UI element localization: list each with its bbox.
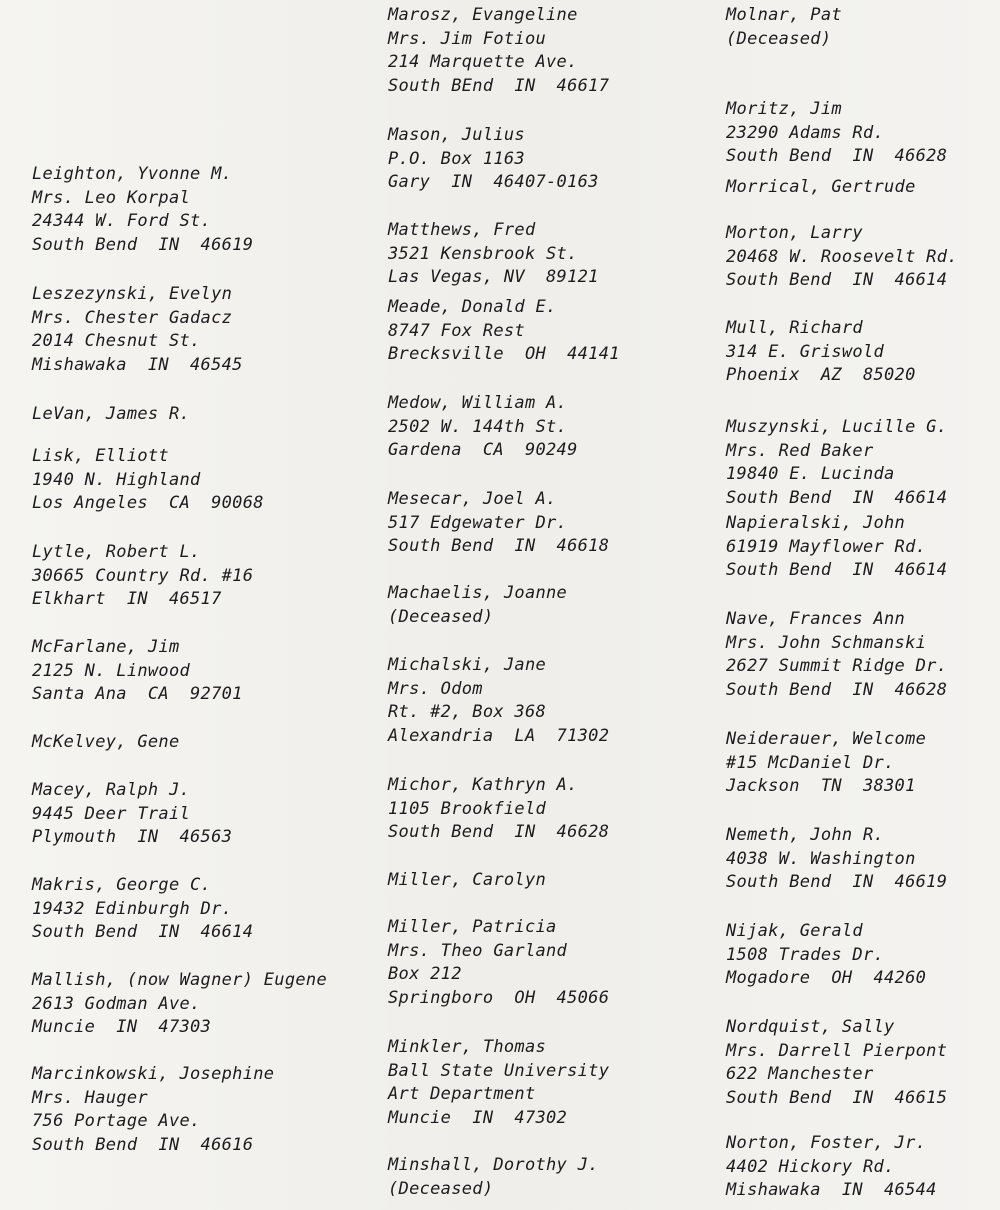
entry-line: P.O. Box 1163 bbox=[388, 148, 525, 169]
entry-name: McFarlane, Jim bbox=[32, 637, 180, 657]
entry-line: Mrs. Red Baker bbox=[726, 440, 874, 461]
entry-line: 1105 Brookfield bbox=[388, 798, 547, 819]
entry-line: Gardena CA 90249 bbox=[388, 440, 578, 461]
entry-line: 622 Manchester bbox=[726, 1064, 874, 1085]
directory-entry bbox=[388, 488, 609, 559]
entry-name: Nemeth, John R. bbox=[726, 825, 885, 845]
entry-name: Lytle, Robert L. bbox=[32, 542, 201, 562]
entry-line: 24344 W. Ford St. bbox=[32, 211, 212, 232]
entry-name: Mull, Richard bbox=[726, 318, 863, 338]
entry-line: Mrs. Jim Fotiou bbox=[388, 28, 547, 49]
entry-line: South Bend IN 46616 bbox=[32, 1135, 254, 1156]
entry-line: South Bend IN 46618 bbox=[388, 536, 610, 557]
entry-line: #15 McDaniel Dr. bbox=[726, 752, 895, 773]
entry-name: Miller, Carolyn bbox=[388, 870, 547, 890]
entry-name: Nave, Frances Ann bbox=[726, 609, 906, 629]
directory-entry bbox=[726, 920, 926, 991]
directory-entry bbox=[388, 1154, 599, 1201]
directory-entry bbox=[32, 636, 243, 707]
entry-name: Nordquist, Sally bbox=[726, 1017, 895, 1037]
directory-entry bbox=[726, 1016, 947, 1111]
entry-line: 2502 W. 144th St. bbox=[388, 416, 568, 437]
entry-line: (Deceased) bbox=[388, 1178, 494, 1199]
entry-line: South Bend IN 46628 bbox=[388, 822, 610, 843]
entry-line: Ball State University bbox=[388, 1060, 610, 1081]
directory-entry bbox=[388, 654, 609, 749]
entry-line: 20468 W. Roosevelt Rd. bbox=[726, 246, 958, 267]
directory-entry bbox=[726, 512, 947, 583]
directory-entry bbox=[388, 774, 609, 845]
directory-entry bbox=[726, 4, 842, 51]
entry-line: South Bend IN 46619 bbox=[726, 872, 948, 893]
entry-line: Art Department bbox=[388, 1084, 536, 1105]
entry-line: Plymouth IN 46563 bbox=[32, 827, 233, 848]
entry-name: Muszynski, Lucille G. bbox=[726, 417, 948, 437]
entry-name: Leighton, Yvonne M. bbox=[32, 164, 233, 184]
entry-line: Box 212 bbox=[388, 964, 462, 985]
directory-entry bbox=[726, 317, 916, 388]
directory-entry bbox=[388, 124, 599, 195]
directory-entry bbox=[726, 608, 947, 703]
entry-line: 517 Edgewater Dr. bbox=[388, 512, 568, 533]
entry-name: Miller, Patricia bbox=[388, 917, 557, 937]
entry-line: South Bend IN 46614 bbox=[726, 488, 948, 509]
directory-entry bbox=[32, 541, 253, 612]
entry-name: Lisk, Elliott bbox=[32, 446, 169, 466]
entry-name: Minkler, Thomas bbox=[388, 1037, 547, 1057]
entry-name: Marcinkowski, Josephine bbox=[32, 1064, 275, 1084]
entry-name: Norton, Foster, Jr. bbox=[726, 1133, 927, 1153]
entry-line: Brecksville OH 44141 bbox=[388, 344, 620, 365]
entry-name: Minshall, Dorothy J. bbox=[388, 1155, 599, 1175]
entry-line: 61919 Mayflower Rd. bbox=[726, 536, 927, 557]
entry-name: Machaelis, Joanne bbox=[388, 583, 568, 603]
entry-line: 314 E. Griswold bbox=[726, 341, 885, 362]
entry-name: Neiderauer, Welcome bbox=[726, 729, 927, 749]
entry-line: Gary IN 46407-0163 bbox=[388, 172, 599, 193]
entry-line: 3521 Kensbrook St. bbox=[388, 243, 578, 264]
entry-line: 2125 N. Linwood bbox=[32, 660, 191, 681]
entry-line: Los Angeles CA 90068 bbox=[32, 493, 264, 514]
directory-entry bbox=[388, 392, 578, 463]
entry-line: 4402 Hickory Rd. bbox=[726, 1156, 895, 1177]
directory-entry bbox=[32, 283, 243, 378]
entry-name: LeVan, James R. bbox=[32, 404, 191, 424]
directory-entry bbox=[388, 4, 609, 99]
entry-line: 1508 Trades Dr. bbox=[726, 944, 885, 965]
directory-entry bbox=[726, 416, 947, 511]
entry-name: Napieralski, John bbox=[726, 513, 906, 533]
directory-entry bbox=[388, 869, 546, 893]
entry-line: South Bend IN 46619 bbox=[32, 235, 254, 256]
entry-name: Michalski, Jane bbox=[388, 655, 547, 675]
entry-name: McKelvey, Gene bbox=[32, 732, 180, 752]
entry-line: 19840 E. Lucinda bbox=[726, 464, 895, 485]
entry-line: Jackson TN 38301 bbox=[726, 776, 916, 797]
entry-name: Molnar, Pat bbox=[726, 5, 842, 25]
entry-line: 2014 Chesnut St. bbox=[32, 331, 201, 352]
entry-line: 9445 Deer Trail bbox=[32, 803, 191, 824]
directory-entry bbox=[726, 1132, 937, 1203]
entry-line: 214 Marquette Ave. bbox=[388, 52, 578, 73]
entry-line: South Bend IN 46614 bbox=[726, 560, 948, 581]
entry-line: South Bend IN 46614 bbox=[32, 922, 254, 943]
entry-name: Mesecar, Joel A. bbox=[388, 489, 557, 509]
directory-entry bbox=[726, 98, 947, 169]
directory-entry bbox=[726, 728, 926, 799]
entry-line: (Deceased) bbox=[388, 606, 494, 627]
entry-name: Nijak, Gerald bbox=[726, 921, 863, 941]
directory-entry bbox=[32, 731, 180, 755]
entry-line: Las Vegas, NV 89121 bbox=[388, 267, 599, 288]
directory-entry bbox=[388, 219, 599, 290]
directory-entry bbox=[32, 403, 190, 427]
entry-line: Springboro OH 45066 bbox=[388, 988, 610, 1009]
entry-line: 30665 Country Rd. #16 bbox=[32, 565, 254, 586]
entry-line: Mrs. John Schmanski bbox=[726, 632, 927, 653]
entry-line: 1940 N. Highland bbox=[32, 469, 201, 490]
entry-line: Elkhart IN 46517 bbox=[32, 589, 222, 610]
directory-entry bbox=[726, 176, 916, 200]
entry-line: Mrs. Darrell Pierpont bbox=[726, 1040, 948, 1061]
entry-line: 2627 Summit Ridge Dr. bbox=[726, 656, 948, 677]
entry-line: Mishawaka IN 46544 bbox=[726, 1180, 937, 1201]
entry-line: Mogadore OH 44260 bbox=[726, 968, 927, 989]
entry-line: South Bend IN 46615 bbox=[726, 1088, 948, 1109]
directory-entry bbox=[388, 916, 609, 1011]
entry-line: 2613 Godman Ave. bbox=[32, 993, 201, 1014]
entry-name: Marosz, Evangeline bbox=[388, 5, 578, 25]
entry-name: Medow, William A. bbox=[388, 393, 568, 413]
directory-entry bbox=[32, 874, 253, 945]
directory-entry bbox=[388, 582, 567, 629]
entry-line: 19432 Edinburgh Dr. bbox=[32, 898, 233, 919]
entry-name: Mason, Julius bbox=[388, 125, 525, 145]
entry-line: Alexandria LA 71302 bbox=[388, 726, 610, 747]
directory-entry bbox=[388, 1036, 609, 1131]
directory-entry bbox=[388, 296, 620, 367]
entry-name: Mallish, (now Wagner) Eugene bbox=[32, 970, 327, 990]
entry-line: Muncie IN 47302 bbox=[388, 1108, 568, 1129]
entry-line: Mishawaka IN 46545 bbox=[32, 355, 243, 376]
entry-name: Michor, Kathryn A. bbox=[388, 775, 578, 795]
entry-line: Muncie IN 47303 bbox=[32, 1017, 212, 1038]
entry-line: (Deceased) bbox=[726, 28, 832, 49]
entry-line: Rt. #2, Box 368 bbox=[388, 702, 547, 723]
entry-name: Makris, George C. bbox=[32, 875, 212, 895]
entry-line: South Bend IN 46628 bbox=[726, 680, 948, 701]
directory-entry bbox=[32, 969, 327, 1040]
entry-line: Mrs. Theo Garland bbox=[388, 940, 568, 961]
entry-line: South Bend IN 46614 bbox=[726, 270, 948, 291]
entry-name: Macey, Ralph J. bbox=[32, 780, 191, 800]
directory-entry bbox=[32, 445, 264, 516]
entry-line: 8747 Fox Rest bbox=[388, 320, 525, 341]
entry-line: Mrs. Leo Korpal bbox=[32, 187, 191, 208]
directory-entry bbox=[32, 779, 232, 850]
directory-entry bbox=[32, 163, 253, 258]
entry-name: Morton, Larry bbox=[726, 223, 863, 243]
entry-line: 23290 Adams Rd. bbox=[726, 122, 885, 143]
directory-entry bbox=[32, 1063, 274, 1158]
entry-name: Moritz, Jim bbox=[726, 99, 842, 119]
entry-line: 4038 W. Washington bbox=[726, 848, 916, 869]
entry-name: Matthews, Fred bbox=[388, 220, 536, 240]
directory-entry bbox=[726, 824, 947, 895]
entry-line: Mrs. Odom bbox=[388, 678, 483, 699]
directory-entry bbox=[726, 222, 958, 293]
entry-line: Mrs. Chester Gadacz bbox=[32, 307, 233, 328]
entry-name: Leszezynski, Evelyn bbox=[32, 284, 233, 304]
entry-line: Santa Ana CA 92701 bbox=[32, 684, 243, 705]
entry-line: 756 Portage Ave. bbox=[32, 1111, 201, 1132]
entry-line: South BEnd IN 46617 bbox=[388, 76, 610, 97]
entry-line: South Bend IN 46628 bbox=[726, 146, 948, 167]
entry-name: Morrical, Gertrude bbox=[726, 177, 916, 197]
entry-line: Mrs. Hauger bbox=[32, 1087, 148, 1108]
entry-line: Phoenix AZ 85020 bbox=[726, 365, 916, 386]
entry-name: Meade, Donald E. bbox=[388, 297, 557, 317]
